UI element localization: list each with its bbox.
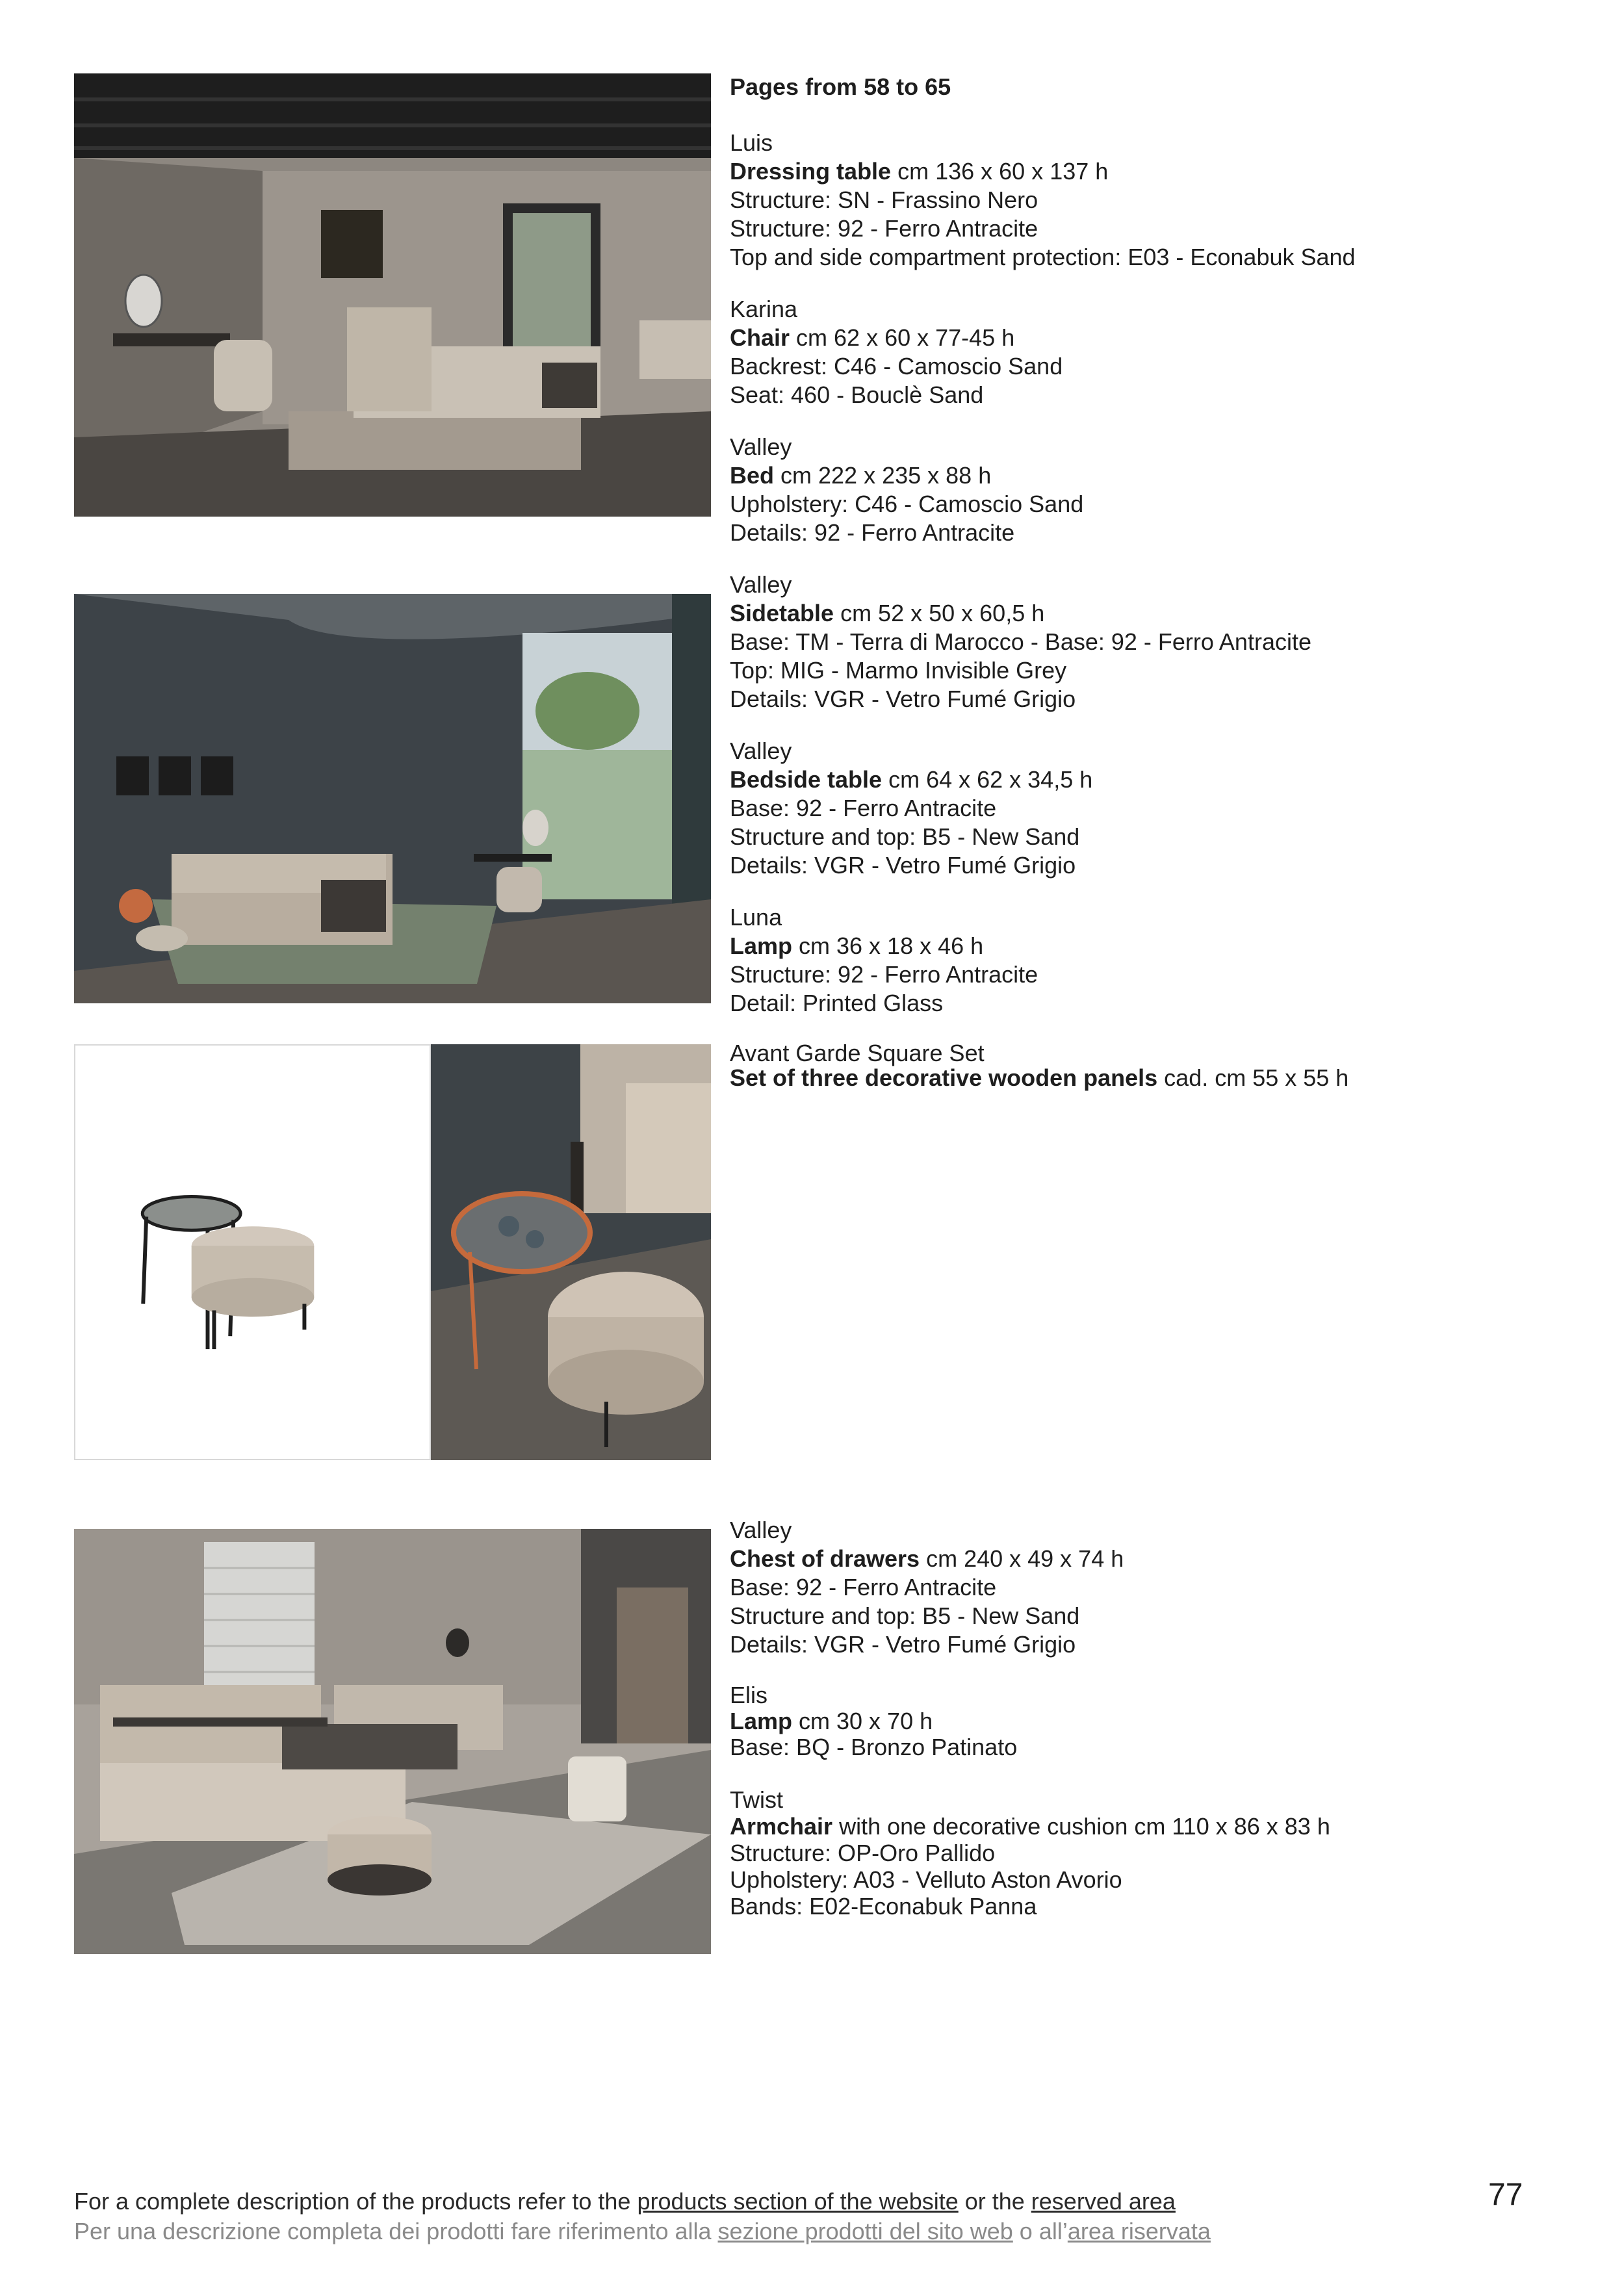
detail-line: Structure: 92 - Ferro Antracite [730,961,1038,988]
product-luna-lamp [730,903,1549,1018]
brand-name: Valley [730,571,792,598]
product-dimensions: cad. cm 55 x 55 h [1157,1064,1349,1091]
detail-line: Structure and top: B5 - New Sand [730,1602,1080,1629]
product-dimensions: cm 30 x 70 h [792,1708,933,1734]
detail-line: Details: VGR - Vetro Fumé Grigio [730,852,1076,879]
footer-text: Per una descrizione completa dei prodotti fare riferimento alla [74,2218,718,2244]
detail-line: Structure: OP-Oro Pallido [730,1840,996,1866]
product-name: Chair [730,324,790,351]
footer-italian-line [74,2217,1211,2246]
detail-line: Base: BQ - Bronzo Patinato [730,1734,1018,1760]
product-line [730,1545,1549,1573]
product-line [730,324,1549,352]
product-dimensions: cm 62 x 60 x 77-45 h [790,324,1015,351]
product-line [730,765,1549,794]
brand-name: Valley [730,1517,792,1543]
products-section-link[interactable]: products section of the website [637,2188,959,2215]
product-name: Chest of drawers [730,1545,920,1572]
product-dimensions: cm 64 x 62 x 34,5 h [882,766,1093,793]
product-line [730,157,1549,186]
brand-name: Avant Garde Square Set [730,1040,985,1066]
bedroom-photo-window [74,594,711,1003]
product-elis-lamp [730,1682,1549,1760]
product-name: Armchair [730,1813,833,1840]
product-description-group-1 [730,129,1549,1090]
product-dimensions: cm 136 x 60 x 137 h [891,158,1109,185]
brand-name: Luna [730,904,782,931]
footer-text: or the [958,2188,1031,2215]
product-karina-chair [730,295,1549,409]
product-twist-armchair [730,1786,1549,1920]
sezione-prodotti-link[interactable]: sezione prodotti del sito web [717,2218,1013,2244]
product-name: Set of three decorative wooden panels [730,1064,1158,1091]
side-tables-room-photo [431,1044,711,1460]
reserved-area-link[interactable]: reserved area [1031,2188,1176,2215]
detail-line: Base: 92 - Ferro Antracite [730,795,997,821]
bedroom-photo-chest-of-drawers [74,1529,711,1954]
brand-name: Luis [730,129,773,156]
product-line [730,1708,1549,1734]
product-luis-dressing-table [730,129,1549,272]
product-valley-bed [730,433,1549,547]
detail-line: Details: VGR - Vetro Fumé Grigio [730,686,1076,712]
product-dimensions: with one decorative cushion cm 110 x 86 x 83 h [832,1813,1330,1840]
product-line [730,599,1549,628]
product-dimensions: cm 52 x 50 x 60,5 h [834,600,1045,626]
product-name: Bedside table [730,766,883,793]
detail-line: Backrest: C46 - Camoscio Sand [730,353,1063,379]
detail-line: Structure: SN - Frassino Nero [730,186,1038,213]
product-valley-sidetable [730,571,1549,713]
detail-line: Upholstery: C46 - Camoscio Sand [730,491,1084,517]
product-description-group-2 [730,1516,1549,1920]
brand-name: Karina [730,296,798,322]
detail-line: Bands: E02-Econabuk Panna [730,1893,1037,1920]
product-name: Lamp [730,1708,793,1734]
area-riservata-link[interactable]: area riservata [1067,2218,1211,2244]
product-line [730,461,1549,490]
product-avant-garde-square-set [730,1041,1549,1090]
detail-line: Structure and top: B5 - New Sand [730,823,1080,850]
detail-line: Details: VGR - Vetro Fumé Grigio [730,1631,1076,1658]
product-dimensions: cm 36 x 18 x 46 h [792,932,984,959]
product-name: Bed [730,462,775,489]
brand-name: Valley [730,738,792,764]
product-dimensions: cm 240 x 49 x 74 h [920,1545,1124,1572]
detail-line: Detail: Printed Glass [730,990,944,1016]
product-line [730,1066,1549,1090]
detail-line: Seat: 460 - Bouclè Sand [730,381,984,408]
detail-line: Upholstery: A03 - Velluto Aston Avorio [730,1866,1122,1893]
detail-line: Top: MIG - Marmo Invisible Grey [730,657,1067,684]
product-line [730,1813,1549,1840]
page-number: 77 [1488,2178,1523,2212]
side-tables-product-photo [74,1044,431,1460]
footer-note [74,2187,1211,2246]
brand-name: Twist [730,1786,784,1813]
brand-name: Elis [730,1682,768,1708]
footer-english-line [74,2187,1211,2217]
pages-range-heading: Pages from 58 to 65 [730,73,951,100]
bedroom-photo-dressing-table [74,73,711,517]
footer-text: o all’ [1012,2218,1068,2244]
brand-name: Valley [730,433,792,460]
product-valley-bedside-table [730,737,1549,880]
detail-line: Base: 92 - Ferro Antracite [730,1574,997,1600]
product-dimensions: cm 222 x 235 x 88 h [774,462,992,489]
product-valley-chest-of-drawers [730,1516,1549,1659]
product-name: Lamp [730,932,793,959]
product-line [730,932,1549,960]
detail-line: Base: TM - Terra di Marocco - Base: 92 - Ferro Antracite [730,628,1311,655]
product-name: Dressing table [730,158,892,185]
detail-line: Structure: 92 - Ferro Antracite [730,215,1038,242]
detail-line: Top and side compartment protection: E03 - Econabuk Sand [730,244,1356,270]
detail-line: Details: 92 - Ferro Antracite [730,519,1015,546]
footer-text: For a complete description of the products refer to the [74,2188,638,2215]
product-name: Sidetable [730,600,834,626]
